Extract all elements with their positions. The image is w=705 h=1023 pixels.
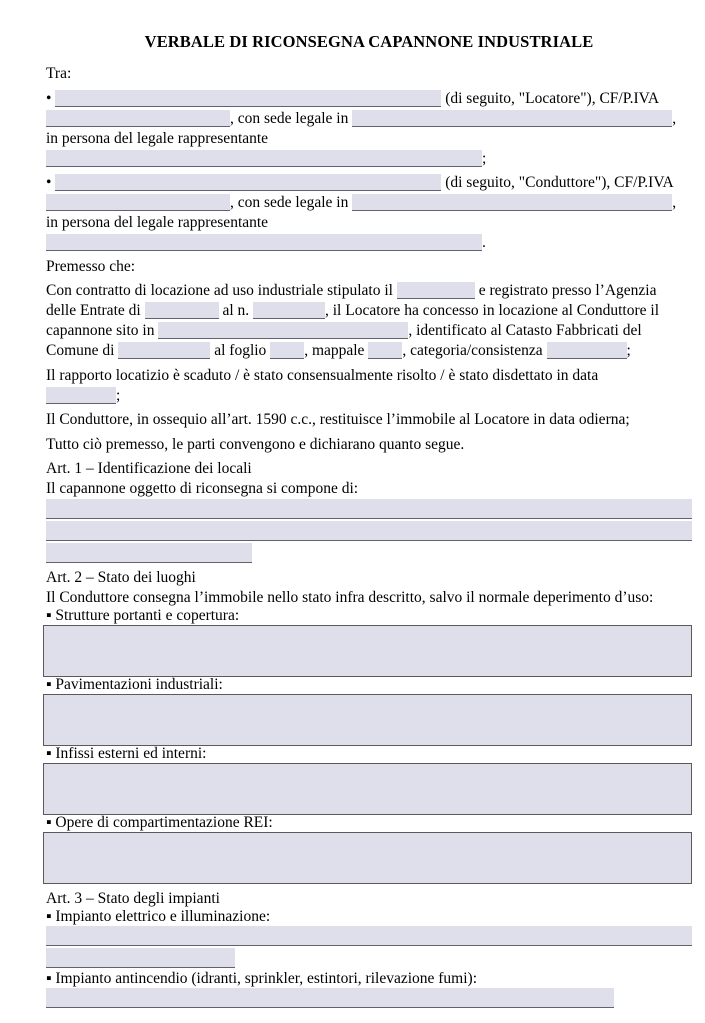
contratto-paragraph-line [46, 341, 692, 361]
strutture-portanti-label [46, 608, 692, 624]
rapporto-paragraph-line [46, 386, 692, 406]
indirizzo-capannone[interactable] [158, 322, 408, 339]
locatore-sede-legale[interactable] [352, 110, 672, 127]
locatore-party-text: in persona del legale rappresentante [46, 130, 269, 147]
contratto-paragraph-line [46, 281, 692, 301]
art3-heading [46, 889, 692, 909]
contratto-paragraph-line [46, 301, 692, 321]
pavimentazioni-label [46, 677, 692, 693]
bullet-square-icon: ▪ [46, 814, 56, 831]
art2-section-text: Art. 2 – Stato dei luoghi [46, 569, 196, 586]
data-stipula-contratto[interactable] [397, 282, 475, 299]
composizione-locali [46, 499, 692, 563]
premesso-heading-line [46, 257, 692, 277]
locatore-legale-rappresentante[interactable] [46, 150, 482, 167]
numero-registrazione[interactable] [253, 302, 325, 319]
bullet-dot-icon: • [46, 90, 56, 107]
rapporto-paragraph [46, 366, 692, 406]
impianto-antincendio-field-line-1[interactable] [46, 988, 614, 1008]
pavimentazioni-label-line [46, 677, 692, 693]
contratto-paragraph-line [46, 321, 692, 341]
contratto-paragraph-text: , mappale [304, 342, 369, 359]
tra-label-text: Tra: [46, 65, 72, 82]
locatore-cf-piva[interactable] [46, 110, 230, 127]
pavimentazioni-label-text: Pavimentazioni industriali: [55, 676, 223, 693]
art2-section-text: Il Conduttore consegna l’immobile nello stato infra descritto, salvo il normale deperimento d’uso: [46, 589, 654, 606]
locatore-party-text: ; [482, 150, 487, 167]
premesso-chiusura-line [46, 435, 692, 455]
composizione-locali-line-3[interactable] [46, 543, 252, 563]
document-title: VERBALE DI RICONSEGNA CAPANNONE INDUSTRIALE [144, 32, 594, 51]
opere-compartimentazione-rei-field[interactable] [43, 832, 692, 884]
locatore-party-text: , [672, 110, 677, 127]
tra-label-line [46, 64, 692, 84]
impianto-elettrico-label [46, 909, 692, 925]
art1-section-line [46, 459, 692, 479]
impianto-elettrico-illuminazione-field-line-2[interactable] [46, 948, 235, 968]
impianto-antincendio-label-text: Impianto antincendio (idranti, sprinkler, estintori, rilevazione fumi): [55, 970, 478, 987]
contratto-paragraph-text: delle Entrate di [46, 302, 145, 319]
data-cessazione[interactable] [46, 387, 116, 404]
composizione-locali-line-2[interactable] [46, 521, 692, 541]
locatore-party-line [46, 109, 692, 129]
conduttore-party-line [46, 173, 692, 193]
art2-section [46, 568, 692, 608]
conduttore-cf-piva[interactable] [46, 194, 230, 211]
strutture-portanti-label-line [46, 608, 692, 624]
tra-label [46, 64, 692, 84]
conduttore-party-line [46, 233, 692, 253]
conduttore-sede-legale[interactable] [352, 194, 672, 211]
conduttore-party-text: , [672, 194, 677, 211]
opere-rei-label-line [46, 815, 692, 831]
foglio[interactable] [270, 342, 304, 359]
conduttore-party-text: in persona del legale rappresentante [46, 214, 269, 231]
contratto-paragraph-text: , il Locatore ha concesso in locazione al Conduttore il [325, 302, 659, 319]
art2-section-line [46, 568, 692, 588]
art1-section-line [46, 479, 692, 499]
infissi-esterni-interni-field[interactable] [43, 763, 692, 815]
locatore-party-line [46, 149, 692, 169]
art3-heading-line [46, 889, 692, 909]
conduttore-party-text: (di seguito, "Conduttore"), CF/P.IVA [441, 174, 674, 191]
bullet-square-icon: ▪ [46, 745, 56, 762]
conduttore-legale-rappresentante[interactable] [46, 234, 482, 251]
contratto-paragraph-text: Comune di [46, 342, 119, 359]
premesso-heading-text: Premesso che: [46, 258, 136, 275]
infissi-label-text: Infissi esterni ed interni: [55, 745, 207, 762]
bullet-dot-icon: • [46, 174, 56, 191]
contratto-paragraph-text: capannone sito in [46, 322, 159, 339]
bullet-square-icon: ▪ [46, 908, 56, 925]
contratto-paragraph-text: al n. [218, 302, 253, 319]
contratto-paragraph-text: Con contratto di locazione ad uso industriale stipulato il [46, 282, 397, 299]
conduttore-party-text: , con sede legale in [230, 194, 353, 211]
conduttore-denominazione[interactable] [55, 174, 441, 191]
premesso-chiusura-text: Tutto ciò premesso, le parti convengono e dichiarano quanto segue. [46, 436, 465, 453]
locatore-party-line [46, 129, 692, 149]
restituzione-paragraph-text: Il Conduttore, in ossequio all’art. 1590 c.c., restituisce l’immobile al Locatore in data odierna; [46, 411, 630, 428]
agenzia-entrate-citta[interactable] [145, 302, 219, 319]
opere-rei-label-text: Opere di compartimentazione REI: [55, 814, 273, 831]
contratto-paragraph-text: e registrato presso l’Agenzia [474, 282, 657, 299]
impianto-antincendio-field [46, 988, 692, 1008]
contratto-paragraph-text: , identificato al Catasto Fabbricati del [408, 322, 642, 339]
bullet-square-icon: ▪ [46, 970, 56, 987]
strutture-portanti-copertura-field[interactable] [43, 625, 692, 677]
restituzione-paragraph-line [46, 410, 692, 430]
locatore-party-text: , con sede legale in [230, 110, 353, 127]
composizione-locali-line-1[interactable] [46, 499, 692, 519]
premesso-chiusura [46, 435, 692, 455]
pavimentazioni-industriali-field[interactable] [43, 694, 692, 746]
conduttore-party-text: . [482, 234, 486, 251]
art1-section [46, 459, 692, 499]
impianto-elettrico-illuminazione-field [46, 926, 692, 968]
rapporto-paragraph-line [46, 366, 692, 386]
contratto-paragraph-text: , categoria/consistenza [402, 342, 547, 359]
locatore-party [46, 89, 692, 169]
conduttore-party-line [46, 193, 692, 213]
conduttore-party-line [46, 213, 692, 233]
opere-rei-label [46, 815, 692, 831]
bullet-square-icon: ▪ [46, 676, 56, 693]
locatore-denominazione[interactable] [55, 90, 441, 107]
art1-section-text: Art. 1 – Identificazione dei locali [46, 460, 252, 477]
mappale[interactable] [368, 342, 402, 359]
impianto-elettrico-label-text: Impianto elettrico e illuminazione: [55, 908, 271, 925]
contratto-paragraph [46, 281, 692, 361]
premesso-heading [46, 257, 692, 277]
bullet-square-icon: ▪ [46, 607, 56, 624]
categoria-consistenza[interactable] [547, 342, 627, 359]
rapporto-paragraph-text: Il rapporto locatizio è scaduto / è stato consensualmente risolto / è stato disdettato in data [46, 367, 599, 384]
impianto-antincendio-label-line [46, 971, 692, 987]
restituzione-paragraph [46, 410, 692, 430]
infissi-label-line [46, 746, 692, 762]
document-body [46, 64, 692, 1008]
contratto-paragraph-text: ; [626, 342, 631, 359]
rapporto-paragraph-text: ; [116, 387, 121, 404]
contratto-paragraph-text: al foglio [210, 342, 271, 359]
strutture-portanti-label-text: Strutture portanti e copertura: [55, 607, 240, 624]
infissi-label [46, 746, 692, 762]
impianto-elettrico-label-line [46, 909, 692, 925]
comune-catasto[interactable] [118, 342, 210, 359]
impianto-antincendio-label [46, 971, 692, 987]
locatore-party-line [46, 89, 692, 109]
impianto-elettrico-illuminazione-field-line-1[interactable] [46, 926, 692, 946]
art3-heading-text: Art. 3 – Stato degli impianti [46, 890, 220, 907]
art2-section-line [46, 588, 692, 608]
locatore-party-text: (di seguito, "Locatore"), CF/P.IVA [441, 90, 660, 107]
art1-section-text: Il capannone oggetto di riconsegna si compone di: [46, 480, 359, 497]
conduttore-party [46, 173, 692, 253]
